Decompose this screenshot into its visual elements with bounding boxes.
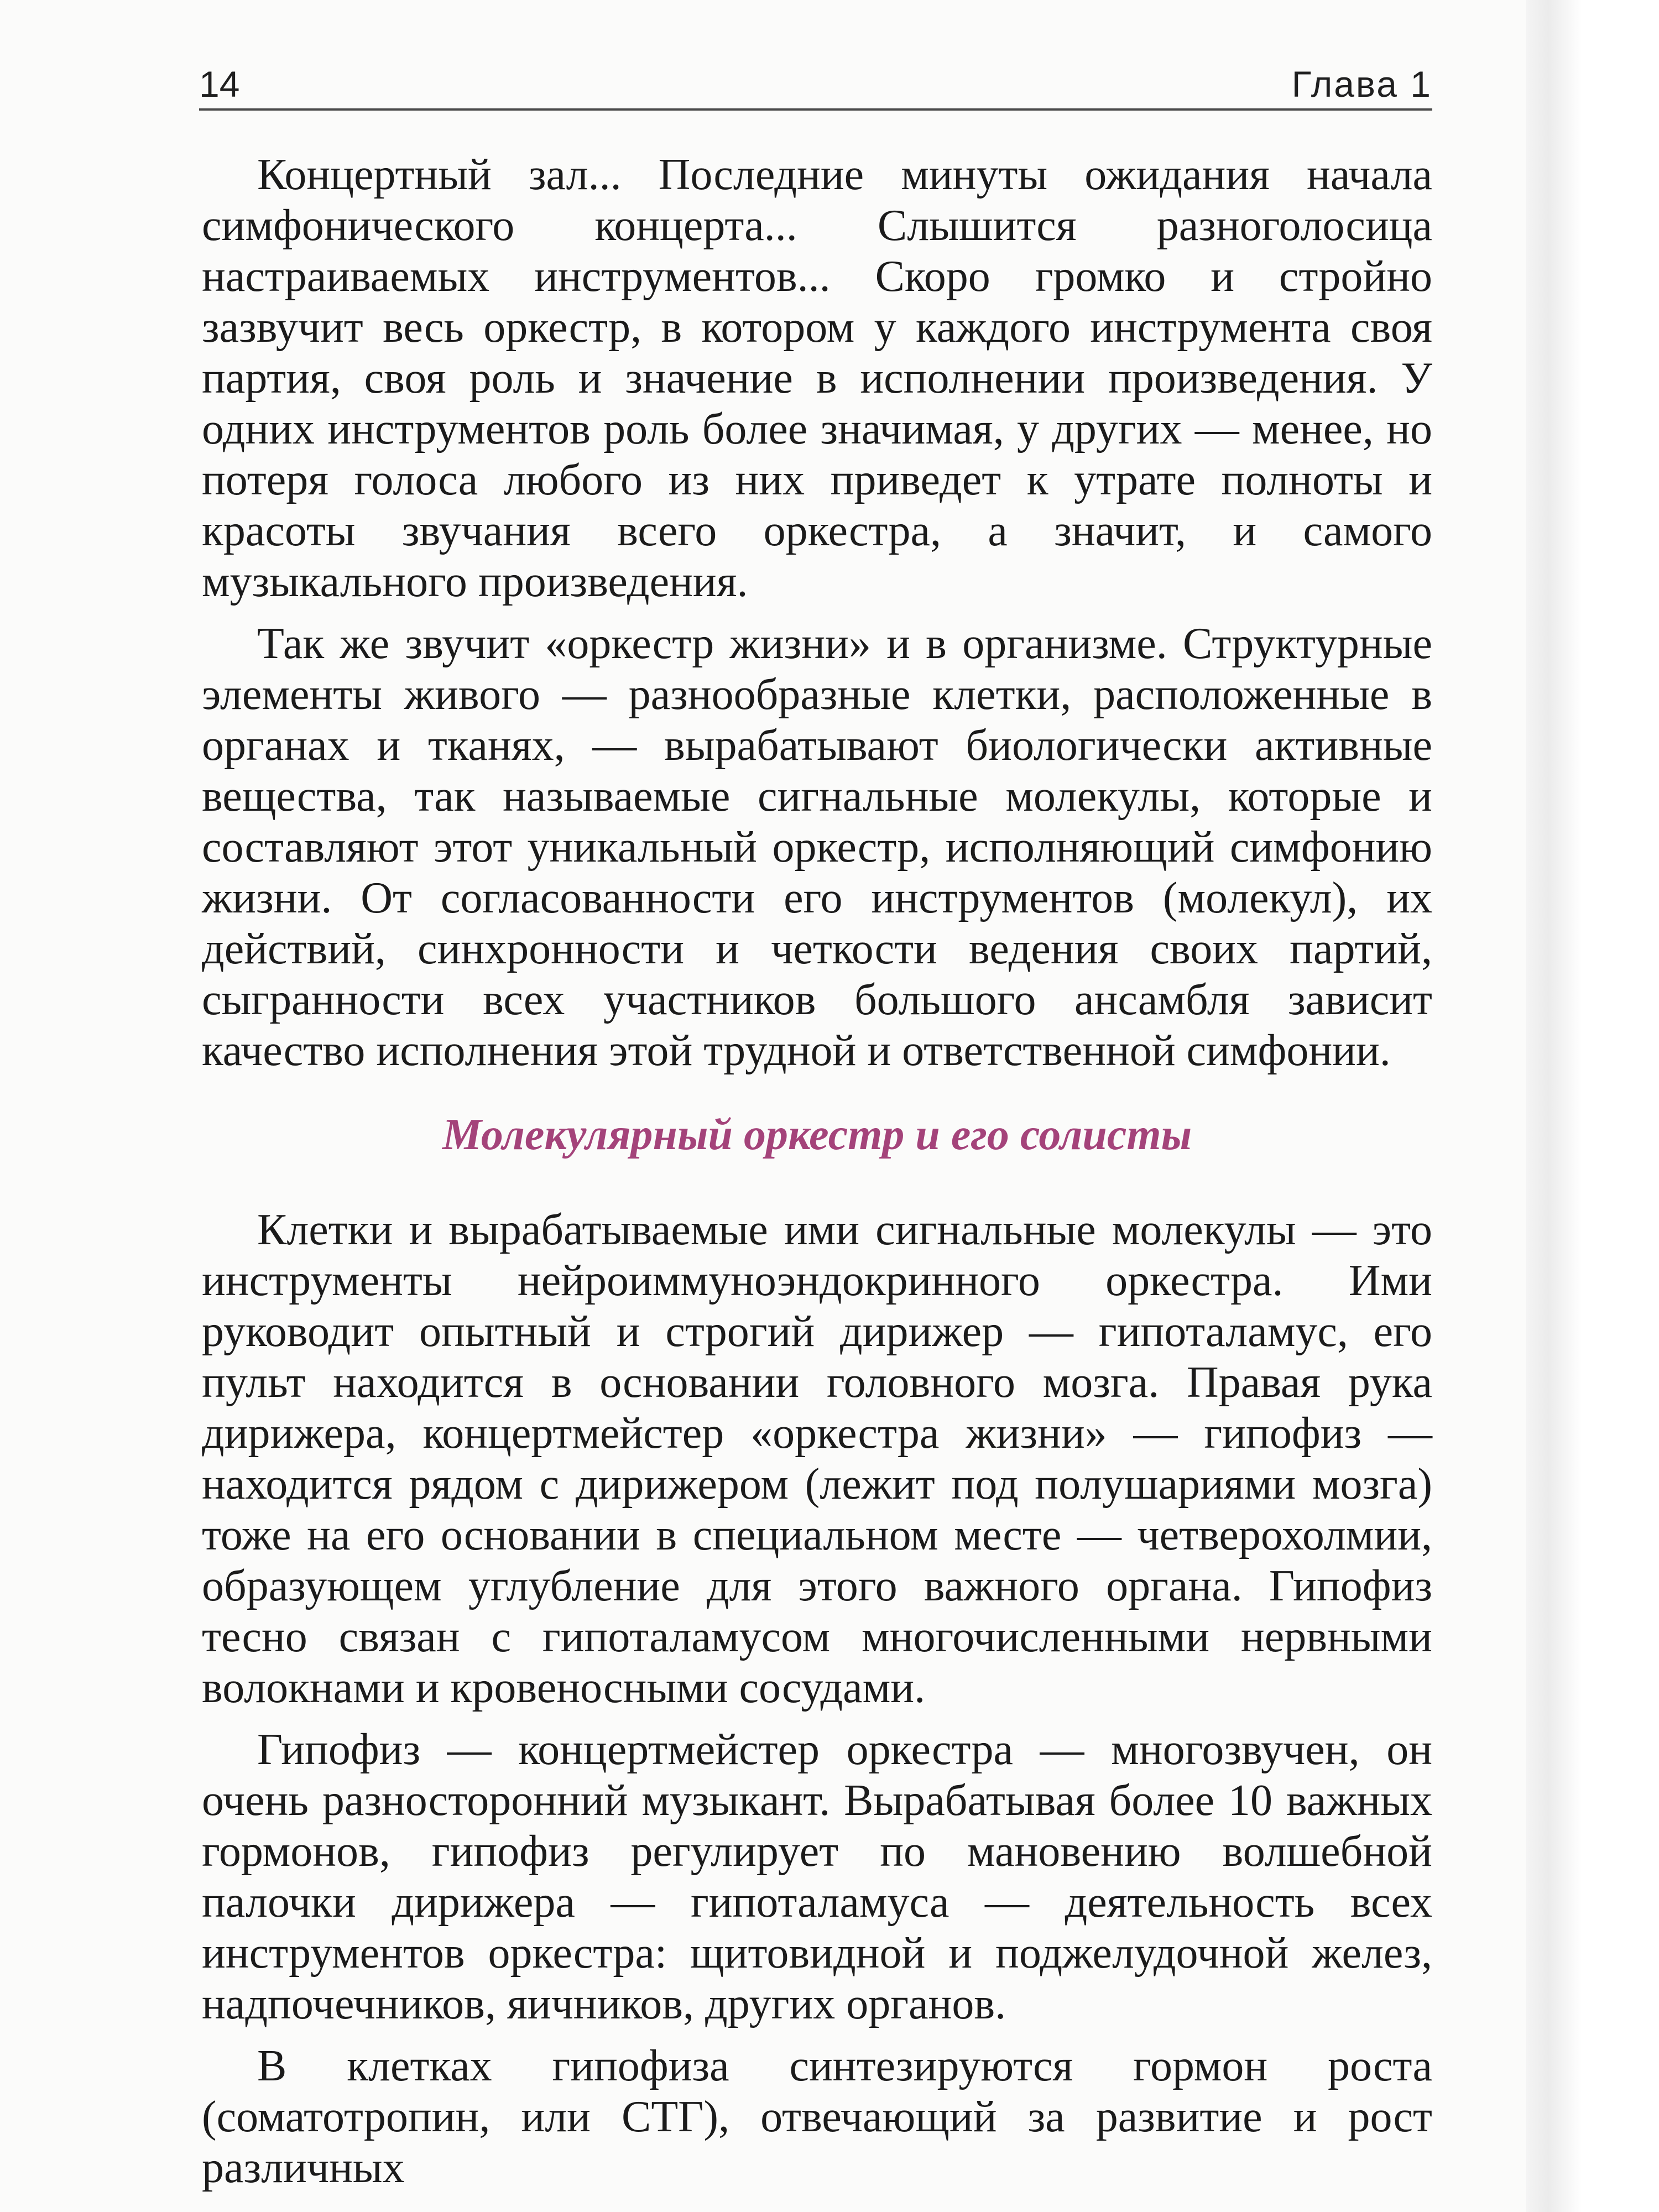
chapter-label: Глава 1 — [1291, 64, 1432, 105]
paragraph: В клетках гипофиза синтезируются гормон роста (соматотропин, или СТГ), отвечающий за развитие и рост различных — [202, 2042, 1432, 2192]
paragraph: Так же звучит «оркестр жизни» и в организме. Структурные элементы живого — разнообразные клетки, расположенные в органах и тканях, — вырабатывают биологически активные вещества, так называемые сигнальные молекулы, которые и составляют этот уникальный оркестр, исполняющий симфонию жизни. От согласованности его инструментов (молекул), их действий, синхронности и четкости ведения своих партий, сыгранности всех участников большого ансамбля зависит качество исполнения этой трудной и ответственной симфонии. — [202, 619, 1432, 1075]
paragraph: Клетки и вырабатываемые ими сигнальные молекулы — это инструменты нейроиммуноэндокринного оркестра. Ими руководит опытный и строгий дирижер — гипоталамус, его пульт находится в основании головного мозга. Правая рука дирижера, концертмейстер «оркестра жизни» — гипофиз — находится рядом с дирижером (лежит под полушариями мозга) тоже на его основании в специальном месте — четверохолмии, образующем углубление для этого важного органа. Гипофиз тесно связан с гипоталамусом многочисленными нервными волокнами и кровеносными сосудами. — [202, 1206, 1432, 1712]
section-heading: Молекулярный оркестр и его солисты — [442, 1110, 1192, 1159]
page-number: 14 — [199, 64, 240, 105]
paragraph: Гипофиз — концертмейстер оркестра — многозвучен, он очень разносторонний музыкант. Вырабатывая более 10 важных гормонов, гипофиз регулирует по мановению волшебной палочки дирижера — гипоталамуса — деятельность всех инструментов оркестра: щитовидной и поджелудочной желез, надпочечников, яичников, других органов. — [202, 1725, 1432, 2028]
body-text — [202, 149, 1432, 2204]
paragraph: Концертный зал... Последние минуты ожидания начала симфонического концерта... Слышится разноголосица настраиваемых инструментов... Скоро громко и стройно зазвучит весь оркестр, в котором у каждого инструмента своя партия, своя роль и значение в исполнении произведения. У одних инструментов роль более значимая, у других — менее, но потеря голоса любого из них приведет к утрате полноты и красоты звучания всего оркестра, а значит, и самого музыкального произведения. — [202, 150, 1432, 606]
header-rule — [199, 108, 1432, 111]
running-head — [199, 55, 1432, 116]
